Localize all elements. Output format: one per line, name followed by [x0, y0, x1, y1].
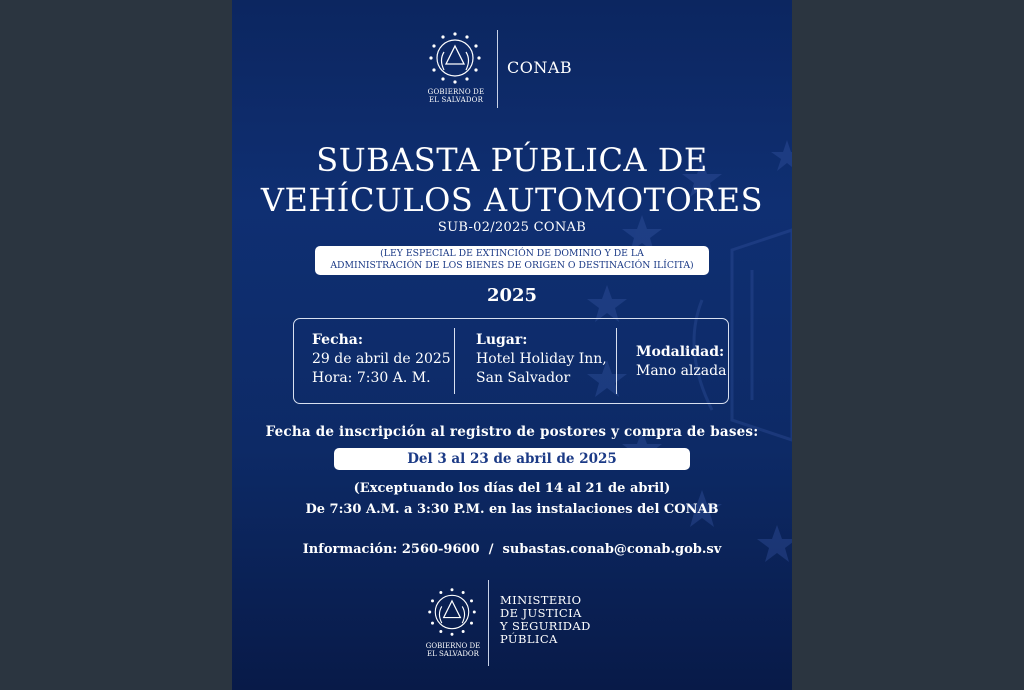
contact-phone: 2560-9600 [401, 542, 480, 557]
gov-label: GOBIERNO DE EL SALVADOR [425, 642, 481, 658]
auction-poster [232, 0, 792, 690]
logo-divider [497, 30, 498, 108]
contact-label: Información: [302, 542, 398, 557]
year-label: 2025 [486, 285, 538, 306]
details-divider [454, 328, 455, 394]
auction-code: SUB-02/2025 CONAB [437, 220, 587, 235]
date-column: Fecha: 29 de abril de 2025 Hora: 7:30 A. M. [312, 332, 451, 386]
location-column: Lugar: Hotel Holiday Inn, San Salvador [476, 332, 607, 386]
ministry-logo [420, 580, 620, 670]
conab-logo [427, 30, 597, 110]
contact-separator: / [488, 542, 494, 557]
registration-exception: (Exceptuando los días del 14 al 21 de abril) [353, 481, 671, 496]
agency-name: CONAB [507, 58, 573, 77]
law-reference-box: (LEY ESPECIAL DE EXTINCIÓN DE DOMINIO Y DE LA ADMINISTRACIÓN DE LOS BIENES DE ORIGEN O DESTINACIÓN ILÍCITA) [315, 246, 709, 275]
details-divider [616, 328, 617, 394]
event-details-box [293, 318, 729, 404]
registration-hours: De 7:30 A.M. a 3:30 P.M. en las instalaciones del CONAB [305, 502, 719, 517]
modality-column: Modalidad: Mano alzada [636, 344, 727, 379]
poster-title: SUBASTA PÚBLICA DE VEHÍCULOS AUTOMOTORES [260, 141, 764, 219]
el-salvador-seal-icon [427, 30, 483, 86]
registration-label: Fecha de inscripción al registro de postores y compra de bases: [265, 424, 759, 440]
ministry-name: MINISTERIO DE JUSTICIA Y SEGURIDAD PÚBLICA [500, 593, 591, 646]
gov-label: GOBIERNO DE EL SALVADOR [427, 88, 485, 104]
el-salvador-seal-icon [426, 586, 478, 638]
logo-divider [488, 580, 489, 666]
contact-email: subastas.conab@conab.gob.sv [502, 542, 722, 557]
contact-info [232, 542, 792, 557]
registration-dates-box: Del 3 al 23 de abril de 2025 [334, 448, 690, 470]
